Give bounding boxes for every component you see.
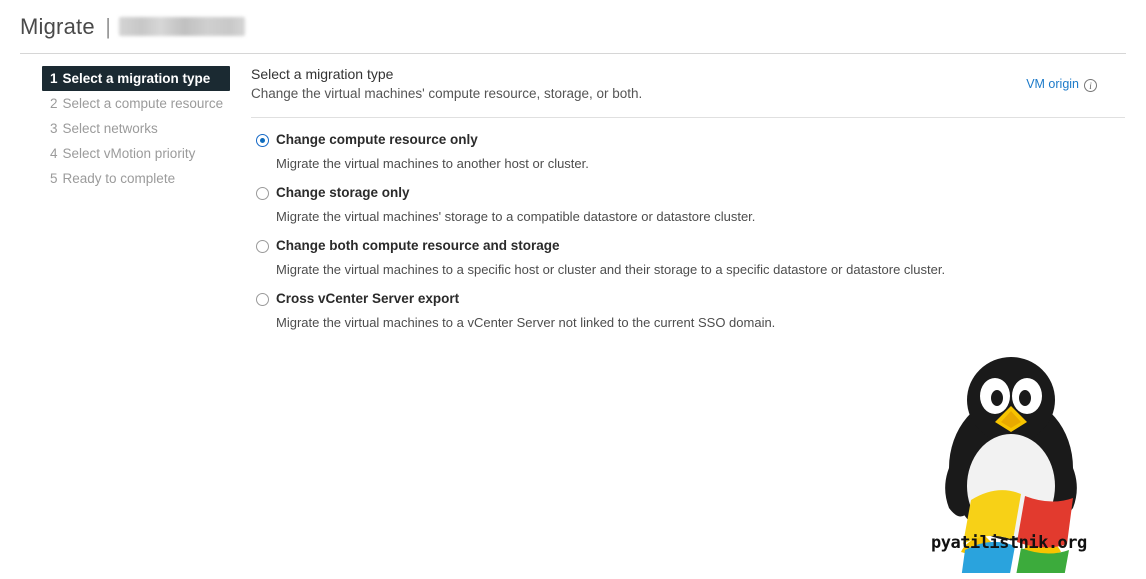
content-subheading: Change the virtual machines' compute resource, storage, or both. [251,86,643,101]
step-label: Select a compute resource [62,96,224,111]
step-number: 5 [50,171,58,186]
step-label: Select networks [62,121,158,136]
option-change-compute-resource-only[interactable] [251,131,1125,172]
step-number: 1 [50,71,58,86]
option-cross-vcenter-server-export[interactable] [251,290,1125,331]
sidebar-item-ready-to-complete[interactable] [42,166,230,191]
option-description: Migrate the virtual machines' storage to a compatible datastore or datastore cluster. [276,209,756,224]
vm-origin-link[interactable] [1026,77,1097,92]
redacted-vm-name [119,17,245,36]
migration-type-options [251,131,1125,343]
option-description: Migrate the virtual machines to a vCenter Server not linked to the current SSO domain. [276,315,776,330]
content-divider [251,117,1125,118]
content-heading: Select a migration type [251,66,394,82]
info-icon[interactable]: i [1084,79,1097,92]
vm-origin-label: VM origin [1026,77,1079,91]
sidebar-item-select-migration-type[interactable] [42,66,230,91]
radio-change-both-compute-and-storage[interactable] [256,240,269,253]
option-description: Migrate the virtual machines to a specific host or cluster and their storage to a specific datastore or datastore cluster. [276,262,946,277]
sidebar-item-select-compute-resource[interactable] [42,91,230,116]
option-label: Change storage only [276,185,410,200]
step-label: Select a migration type [62,71,211,86]
option-change-storage-only[interactable] [251,184,1125,225]
option-label: Change compute resource only [276,132,478,147]
sidebar-item-select-vmotion-priority[interactable] [42,141,230,166]
watermark-logo [913,348,1128,573]
option-change-both-compute-and-storage[interactable] [251,237,1125,278]
step-label: Select vMotion priority [62,146,196,161]
content-header [251,66,1111,101]
wizard-steps [42,66,230,191]
page-title: Migrate [20,14,95,39]
option-description: Migrate the virtual machines to another host or cluster. [276,156,589,171]
radio-cross-vcenter-server-export[interactable] [256,293,269,306]
step-number: 4 [50,146,58,161]
radio-change-storage-only[interactable] [256,187,269,200]
watermark-text: pyatilistnik.org [931,533,1087,553]
title-separator: | [105,14,111,39]
sidebar-item-select-networks[interactable] [42,116,230,141]
title-divider [20,53,1126,54]
option-label: Cross vCenter Server export [276,291,460,306]
radio-change-compute-resource-only[interactable] [256,134,269,147]
wizard-title-bar [0,0,1146,55]
step-number: 3 [50,121,58,136]
option-label: Change both compute resource and storage [276,238,560,253]
step-number: 2 [50,96,58,111]
step-label: Ready to complete [62,171,176,186]
